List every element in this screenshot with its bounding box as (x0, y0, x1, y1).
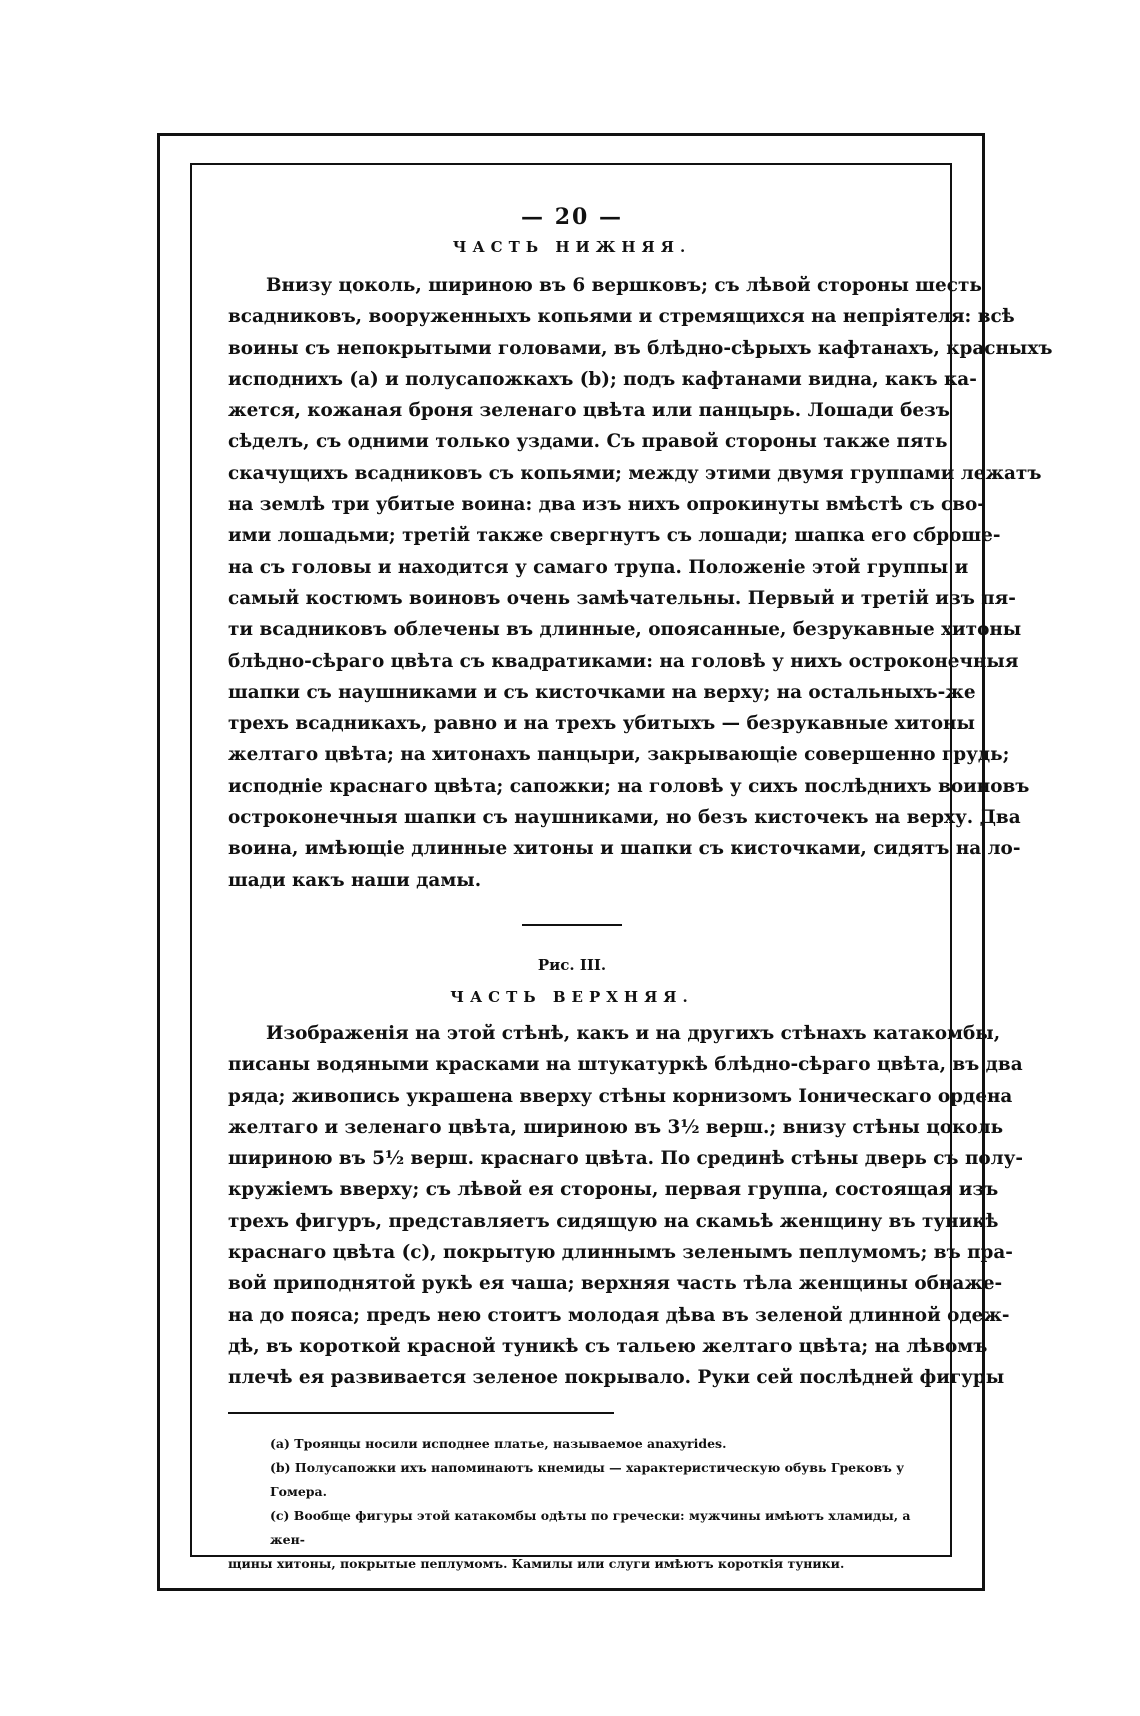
footnote: (c) Вообще фигуры этой катакомбы одѣты по гречески: мужчины имѣютъ хламиды, а жен- (270, 1507, 911, 1547)
section-lower-text (228, 270, 1053, 896)
section-upper-line: на до пояса; предъ нею стоитъ молодая дѣва въ зеленой длинной одеж- (228, 1304, 1010, 1326)
section-lower-line: самый костюмъ воиновъ очень замѣчательны. Первый и третій изъ пя- (228, 587, 1016, 609)
section-lower-line: на съ головы и находится у самаго трупа. Положеніе этой группы и (228, 556, 969, 578)
section-upper-line: Изображенія на этой стѣнѣ, какъ и на другихъ стѣнахъ катакомбы, (266, 1022, 1001, 1044)
section-lower-line: трехъ всадникахъ, равно и на трехъ убитыхъ — безрукавные хитоны (228, 713, 975, 735)
section-upper-line: плечѣ ея развивается зеленое покрывало. Руки сей послѣдней фигуры (228, 1367, 1005, 1389)
section-lower-line: ими лошадьми; третій также свергнутъ съ лошади; шапка его сброше- (228, 525, 1001, 547)
section-lower-line: блѣдно-сѣраго цвѣта съ квадратиками: на головѣ у нихъ остроконечныя (228, 650, 1019, 672)
footnote-rule (228, 1412, 614, 1414)
section-heading-lower: ЧАСТЬ НИЖНЯЯ. (452, 238, 692, 256)
section-lower-line: всадниковъ, вооруженныхъ копьями и стремящихся на непріятеля: всѣ (228, 306, 1015, 328)
section-upper-line: шириною въ 5½ верш. краснаго цвѣта. По срединѣ стѣны дверь съ полу- (228, 1148, 1024, 1170)
section-upper-line: трехъ фигуръ, представляетъ сидящую на скамьѣ женщину въ туникѣ (228, 1210, 999, 1232)
page-number: — 20 — (521, 204, 623, 230)
section-heading-upper: ЧАСТЬ ВЕРХНЯЯ. (450, 987, 694, 1006)
section-upper-line: желтаго и зеленаго цвѣта, шириною въ 3½ верш.; внизу стѣны цоколь (228, 1116, 1004, 1138)
section-lower-line: сѣделъ, съ одними только уздами. Съ правой стороны также пять (228, 431, 948, 453)
section-lower-line: жется, кожаная броня зеленаго цвѣта или панцырь. Лошади безъ (228, 400, 950, 422)
section-lower-line: шапки съ наушниками и съ кисточками на верху; на остальныхъ-же (228, 681, 976, 703)
figure-label: Рис. III. (537, 955, 607, 974)
section-upper-line: дѣ, въ короткой красной туникѣ съ тальею желтаго цвѣта; на лѣвомъ (228, 1335, 988, 1357)
section-upper-line: вой приподнятой рукѣ ея чаша; верхняя часть тѣла женщины обнаже- (228, 1273, 1003, 1295)
footnote: (b) Полусапожки ихъ напоминаютъ кнемиды — характеристическую обувь Грековъ у Гомера. (270, 1459, 905, 1499)
section-lower-line: ти всадниковъ облечены въ длинные, опоясанные, безрукавные хитоны (228, 619, 1022, 641)
footnote: щины хитоны, покрытые пеплумомъ. Камилы или слуги имѣютъ короткія туники. (228, 1555, 845, 1571)
section-separator (522, 924, 622, 926)
section-upper-text (228, 1018, 1024, 1394)
section-upper-line: краснаго цвѣта (c), покрытую длиннымъ зеленымъ пеплумомъ; въ пра- (228, 1242, 1013, 1264)
section-lower-line: скачущихъ всадниковъ съ копьями; между этими двумя группами лежатъ (228, 462, 1042, 484)
section-upper-line: писаны водяными красками на штукатуркѣ блѣдно-сѣраго цвѣта, въ два (228, 1054, 1023, 1076)
section-lower-line: воины съ непокрытыми головами, въ блѣдно-сѣрыхъ кафтанахъ, красныхъ (228, 337, 1053, 359)
footnotes (228, 1432, 916, 1576)
section-lower-line: желтаго цвѣта; на хитонахъ панцыри, закрывающіе совершенно грудь; (228, 744, 1010, 766)
footnote: (a) Троянцы носили исподнее платье, называемое anaxyrides. (270, 1435, 727, 1451)
section-upper-line: ряда; живопись украшена вверху стѣны корнизомъ Іоническаго ордена (228, 1085, 1013, 1107)
section-upper-line: кружіемъ вверху; съ лѣвой ея стороны, первая группа, состоящая изъ (228, 1179, 999, 1201)
section-lower-line: на землѣ три убитые воина: два изъ нихъ опрокинуты вмѣстѣ съ сво- (228, 494, 985, 516)
section-lower-line: исподніе краснаго цвѣта; сапожки; на головѣ у сихъ послѣднихъ воиновъ (228, 775, 1030, 797)
section-lower-line: исподнихъ (a) и полусапожкахъ (b); подъ кафтанами видна, какъ ка- (228, 368, 977, 390)
section-lower-line: Внизу цоколь, шириною въ 6 вершковъ; съ лѣвой стороны шесть (266, 275, 982, 296)
section-lower-line: шади какъ наши дамы. (228, 869, 482, 891)
section-lower-line: воина, имѣющіе длинные хитоны и шапки съ кисточками, сидятъ на ло- (228, 838, 1021, 860)
section-lower-line: остроконечныя шапки съ наушниками, но безъ кисточекъ на верху. Два (228, 807, 1021, 829)
page-content (228, 200, 1053, 1576)
